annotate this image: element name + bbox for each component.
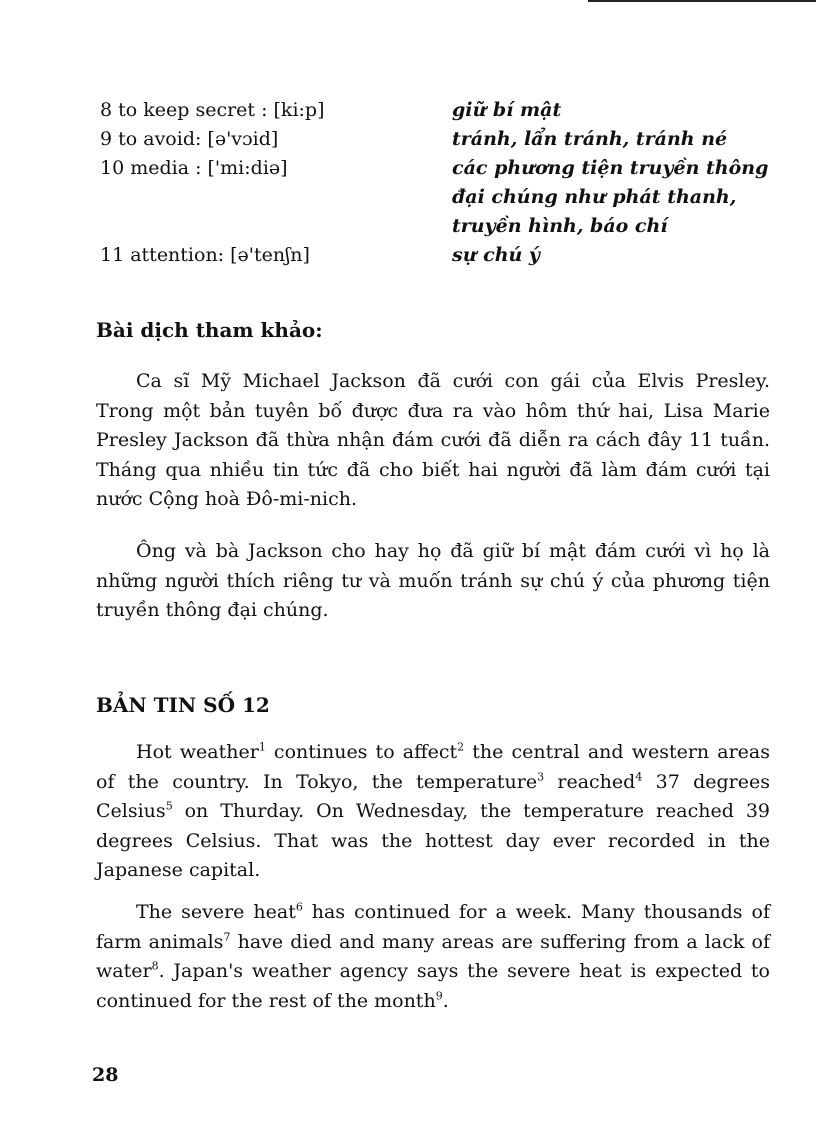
translation-paragraph: Ca sĩ Mỹ Michael Jackson đã cưới con gái của Elvis Presley. Trong một bản tuyên bố được đưa ra vào hôm thứ hai, Lisa Marie Presley Jackson đã thừa nhận đám cưới đã diễn ra cách đây 11 tuần. Tháng qua nhiều tin tức đã cho biết hai người đã làm đám cưới tại nước Cộng hoà Đô-mi-nich. [96, 370, 770, 510]
paragraph-text: 37 degrees Celsius [96, 770, 770, 822]
vocab-item [100, 154, 790, 241]
paragraph-text: on Thurday. On Wednesday, the temperature reached 39 degrees Celsius. That was the hottest day ever recorded in the Japanese capital. [96, 800, 770, 881]
paragraph-text: Hot weather [136, 741, 259, 763]
vocab-meaning: sự chú ý [452, 244, 540, 266]
paragraph-text: . [442, 989, 449, 1012]
vocab-term: 8 to keep secret : [ki:p] [100, 99, 325, 121]
footnote-marker: 6 [295, 900, 303, 914]
paragraph-text: has continued for a week. Many thousands of farm animals [96, 901, 770, 953]
bulletin-heading: BẢN TIN SỐ 12 [96, 693, 270, 717]
footnote-marker: 9 [435, 989, 443, 1003]
footnote-marker: 4 [635, 770, 643, 784]
bulletin-paragraph [96, 898, 770, 1016]
translation-paragraph: Ông và bà Jackson cho hay họ đã giữ bí mật đám cưới vì họ là những người thích riêng tư và muốn tránh sự chú ý của phương tiện truyền thông đại chúng. [96, 540, 770, 621]
paragraph-text: continues to affect [265, 741, 458, 763]
vocab-meaning: tránh, lẩn tránh, tránh né [452, 128, 728, 150]
vocab-term: 9 to avoid: [ə'vɔid] [100, 128, 279, 150]
vocab-term: 11 attention: [ə'tenʃn] [100, 244, 310, 266]
footnote-marker: 1 [258, 740, 266, 754]
footnote-marker: 2 [457, 740, 465, 754]
paragraph-text: . Japan's weather agency says the severe heat is expected to continued for the rest of the month [96, 960, 770, 1012]
paragraph-text: the central and western areas of the country. In Tokyo, the temperature [96, 741, 771, 793]
top-rule [588, 0, 816, 2]
vocab-term: 10 media : ['mi:diə] [100, 157, 288, 179]
bulletin-paragraph [96, 738, 770, 886]
vocab-meaning: các phương tiện truyền thông đại chúng như phát thanh, truyền hình, báo chí [452, 157, 769, 237]
translation-heading: Bài dịch tham khảo: [96, 318, 323, 342]
footnote-marker: 3 [537, 770, 545, 784]
vocab-item [100, 241, 790, 270]
footnote-marker: 8 [151, 959, 159, 973]
vocab-item [100, 125, 790, 154]
footnote-marker: 7 [223, 930, 231, 944]
vocab-item [100, 96, 790, 125]
paragraph-text: have died and many areas are suffering from a lack of water [96, 930, 770, 982]
page-number: 28 [92, 1064, 119, 1086]
vocabulary-list [100, 96, 790, 270]
paragraph-text: The severe heat [136, 901, 296, 923]
vocab-meaning: giữ bí mật [452, 99, 562, 121]
footnote-marker: 5 [165, 799, 173, 813]
paragraph-text: reached [544, 770, 636, 793]
